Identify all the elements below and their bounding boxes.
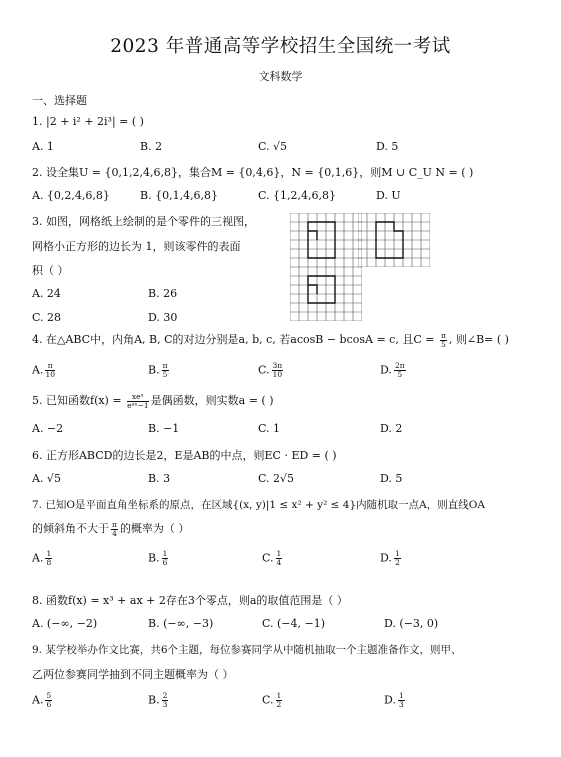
option-fraction: [45, 550, 52, 567]
option-fraction: [45, 362, 55, 379]
option-label: B.: [148, 693, 160, 707]
q4-stem-tail: , 则∠B= ( ): [448, 333, 509, 346]
q3-stem-line2: 网格小正方形的边长为 1，则该零件的表面: [32, 240, 241, 253]
fraction-denominator: 2: [394, 558, 400, 567]
q7-option-d: [380, 550, 403, 567]
q3-stem-line3: 积（ ）: [32, 264, 69, 277]
q3-option-a: A. 24: [32, 287, 61, 300]
fraction-numerator: 2: [162, 691, 168, 700]
q7-option-a: [32, 550, 54, 567]
q6-option-a: A. √5: [32, 472, 61, 485]
fraction-denominator: 4: [276, 558, 282, 567]
option-fraction: [394, 550, 401, 567]
q4-option-a: [32, 362, 57, 379]
fraction-denominator: 3: [162, 700, 168, 709]
q8-option-c: C. (−4, −1): [262, 617, 326, 630]
exam-subtitle: 文科数学: [258, 70, 303, 83]
fraction-numerator: 3π: [272, 361, 283, 370]
q1-option-c: C. √5: [258, 140, 288, 153]
fraction-numerator: xeˣ: [127, 393, 149, 402]
top-view-diagram: [290, 267, 362, 321]
q2-option-c: C. {1,2,4,6,8}: [258, 189, 336, 202]
fraction-denominator: 4: [112, 528, 117, 538]
q9-option-a: [32, 692, 54, 709]
option-label: B.: [148, 551, 160, 565]
q2-option-a: A. {0,2,4,6,8}: [32, 189, 110, 202]
q9-option-c: [262, 692, 284, 709]
q5-stem-text: 5. 已知函数f(x) =: [32, 394, 126, 407]
fraction-denominator: 10: [272, 370, 283, 379]
q1-option-b: B. 2: [140, 140, 163, 153]
option-label: D.: [380, 363, 392, 377]
fraction-numerator: π: [45, 362, 55, 371]
q4-option-d: [380, 362, 408, 379]
q6-option-b: B. 3: [148, 472, 171, 485]
section-heading: 一、选择题: [32, 94, 87, 107]
option-fraction: [162, 362, 169, 379]
q7-stem-tail: 的概率为（ ）: [119, 522, 190, 535]
side-view-diagram: [358, 213, 430, 267]
fraction-numerator: 1: [276, 691, 282, 700]
fraction-denominator: 3: [398, 700, 404, 709]
fraction-denominator: 6: [46, 700, 52, 709]
fraction-denominator: 6: [162, 558, 168, 567]
q1-option-a: A. 1: [32, 140, 54, 153]
fraction-numerator: 1: [162, 549, 168, 558]
fraction-denominator: 10: [45, 370, 55, 379]
exam-title: 2023 年普通高等学校招生全国统一考试: [110, 36, 451, 57]
q6-option-c: C. 2√5: [258, 472, 295, 485]
fraction-numerator: π: [162, 361, 168, 370]
q8-option-d: D. (−3, 0): [384, 617, 439, 630]
fraction-denominator: 8: [46, 558, 52, 567]
q4-stem: [32, 331, 509, 349]
q8-option-a: A. (−∞, −2): [32, 617, 98, 630]
option-label: C.: [258, 363, 270, 377]
q3-option-c: C. 28: [32, 311, 62, 324]
fraction-numerator: 5: [46, 691, 52, 700]
q9-stem-line2: 乙两位参赛同学抽到不同主题概率为（ ）: [32, 668, 234, 681]
option-fraction: [162, 692, 169, 709]
q3-option-d: D. 30: [148, 311, 178, 324]
option-label: D.: [380, 551, 392, 565]
fraction-numerator: 1: [276, 549, 282, 558]
option-fraction: [45, 692, 52, 709]
fraction-numerator: 2π: [394, 361, 405, 370]
fraction-denominator: 5: [441, 339, 446, 349]
q1-stem: 1. |2 + i² + 2i³| = ( ): [32, 115, 144, 128]
q5-option-d: D. 2: [380, 422, 403, 435]
q1-option-d: D. 5: [376, 140, 399, 153]
q3-stem-line1: 3. 如图，网格纸上绘制的是个零件的三视图，: [32, 215, 255, 228]
fraction-denominator: 5: [397, 370, 403, 379]
fraction-denominator: 2: [276, 700, 282, 709]
q4-stem-text: 4. 在△ABC中，内角A, B, C的对边分别是a, b, c, 若acosB − bcosA = c, 且C =: [32, 333, 438, 346]
front-view-diagram: [290, 213, 362, 267]
q9-option-b: [148, 692, 170, 709]
q6-stem: 6. 正方形ABCD的边长是2，E是AB的中点，则EC · ED = ( ): [32, 449, 337, 462]
q8-stem: 8. 函数f(x) = x³ + ax + 2存在3个零点，则a的取值范围是（ ）: [32, 594, 348, 607]
q9-stem-line1: 9. 某学校举办作文比赛，共6个主题，每位参赛同学从中随机抽取一个主题准备作文，则甲、: [32, 644, 462, 656]
q5-option-b: B. −1: [148, 422, 180, 435]
q4-option-c: [258, 362, 285, 379]
q5-option-c: C. 1: [258, 422, 281, 435]
option-fraction: [398, 692, 405, 709]
option-label: B.: [148, 363, 160, 377]
q7-option-b: [148, 550, 170, 567]
q9-option-d: [384, 692, 407, 709]
fraction-denominator: 5: [162, 370, 168, 379]
option-label: A.: [32, 551, 44, 565]
q7-stem-line1: 7. 已知O是平面直角坐标系的原点，在区域{(x, y)|1 ≤ x² + y² ≤ 4}内随机取一点A，则直线OA: [32, 499, 485, 511]
q5-option-a: A. −2: [32, 422, 64, 435]
q2-option-d: D. U: [376, 189, 401, 202]
fraction-numerator: 1: [46, 549, 52, 558]
option-label: A.: [32, 693, 44, 707]
q4-option-b: [148, 362, 171, 379]
q2-option-b: B. {0,1,4,6,8}: [140, 189, 219, 202]
q7-option-c: [262, 550, 284, 567]
fraction-numerator: 1: [398, 691, 404, 700]
fraction-denominator: eᵃˣ−1: [127, 400, 149, 410]
q5-stem-tail: 是偶函数，则实数a = ( ): [150, 394, 274, 407]
q7-stem-fraction: [111, 521, 118, 538]
option-label: A.: [32, 363, 44, 377]
fraction-numerator: π: [440, 330, 446, 340]
option-fraction: [394, 362, 406, 379]
q7-stem-text: 的倾斜角不大于: [32, 522, 109, 535]
option-fraction: [162, 550, 169, 567]
q5-stem: [32, 392, 274, 410]
q8-option-b: B. (−∞, −3): [148, 617, 214, 630]
fraction-numerator: π: [112, 519, 117, 529]
q7-stem-line2: [32, 520, 189, 538]
q6-option-d: D. 5: [380, 472, 403, 485]
q3-option-b: B. 26: [148, 287, 178, 300]
option-label: C.: [262, 551, 274, 565]
option-fraction: [276, 550, 283, 567]
q4-stem-fraction: [440, 332, 447, 349]
fraction-numerator: 1: [394, 549, 400, 558]
option-fraction: [276, 692, 283, 709]
option-label: D.: [384, 693, 396, 707]
q2-stem: 2. 设全集U = {0,1,2,4,6,8}，集合M = {0,4,6}，N = {0,1,6}，则M ∪ C_U N = ( ): [32, 166, 474, 179]
q5-stem-fraction: [127, 393, 149, 410]
option-fraction: [272, 362, 284, 379]
option-label: C.: [262, 693, 274, 707]
